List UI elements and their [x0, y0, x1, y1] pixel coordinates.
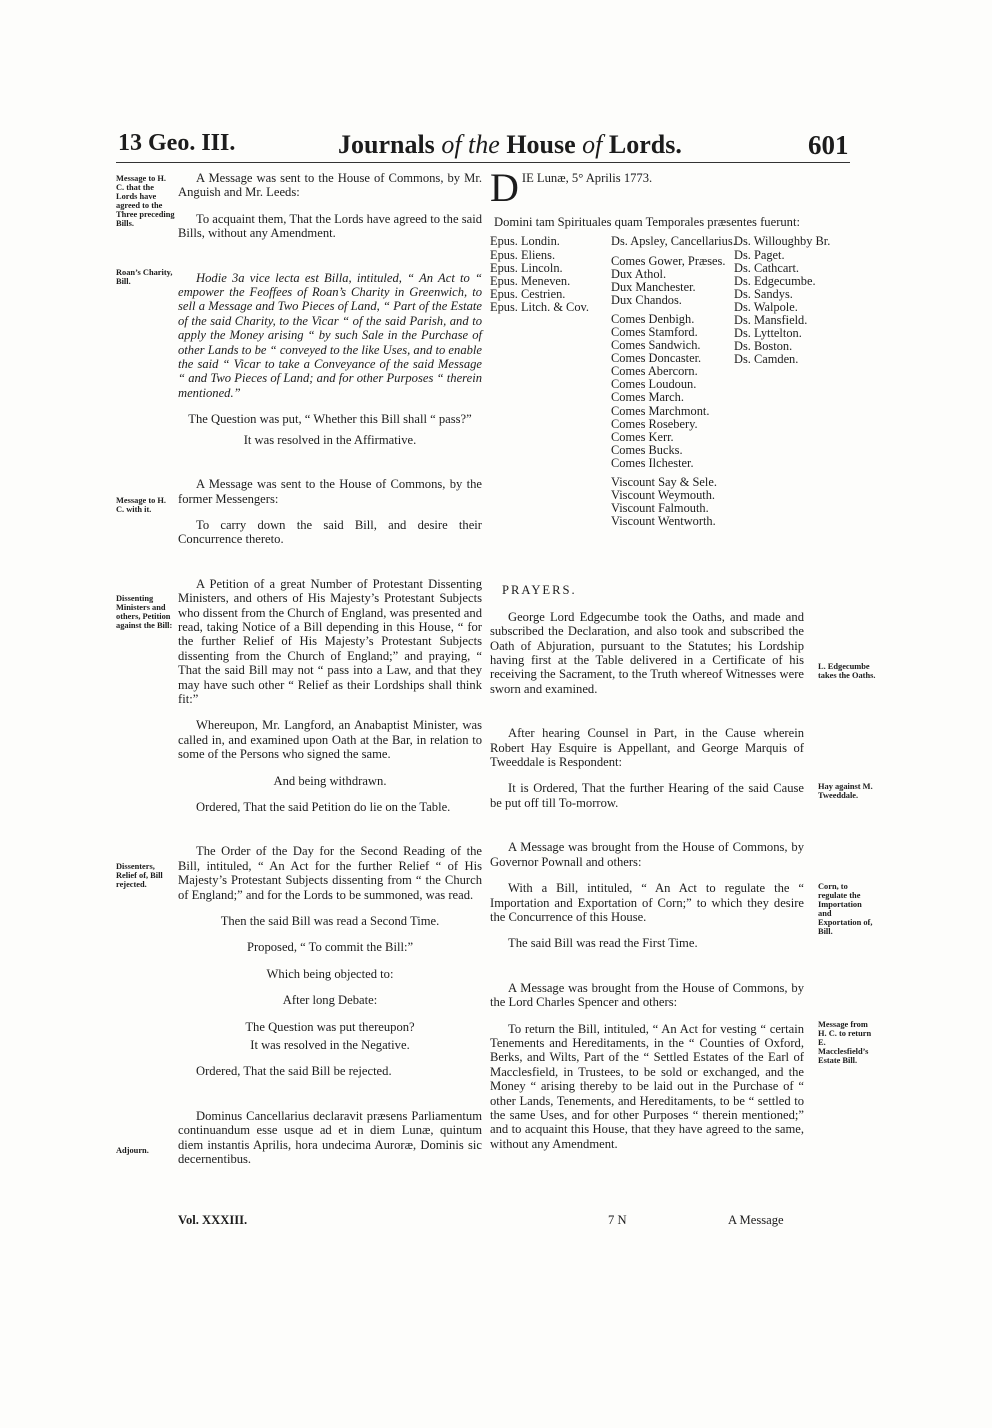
- peer-name: Viscount Falmouth.: [611, 501, 709, 516]
- paragraph-macclesfield: To return the Bill, intituled, “ An Act for vesting “ certain Tenements and Hereditaments, in the “ Counties of Oxford, Berks, and Wilts, Part of the “ Settled Estates of the Earl of Macclesfield, in Trustees, to be sold or exchanged, and the Money “ arising thereby to be laid out in the Purchase of “ other Lands, Tenements, and Hereditaments, to be “ settled to the same Uses, and for other Purposes “ therein mentioned;” and to acquaint this House, that they have agreed to the same, without any Amendment.: [490, 1021, 804, 1151]
- footer-signature: 7 N: [608, 1213, 627, 1227]
- peer-name: Comes Ilchester.: [611, 455, 694, 470]
- margin-note-adjourn: Adjourn.: [116, 1146, 149, 1155]
- peer-name: Ds. Willoughby Br.: [734, 234, 831, 249]
- peer-name: Ds. Mansfield.: [734, 312, 808, 327]
- paragraph-acquaint: To acquaint them, That the Lords have agreed to the said Bills, without any Amendment.: [178, 211, 482, 241]
- left-column: [178, 171, 482, 1179]
- peers-group-earls: [611, 313, 735, 470]
- peer-name: Epus. Litch. & Cov.: [490, 299, 590, 314]
- peers-column-bishops: [490, 235, 589, 314]
- page-number: 601: [808, 130, 849, 160]
- peer-name: Comes Rosebery.: [611, 416, 698, 431]
- paragraph-order-of-day: The Order of the Day for the Second Reading of the Bill, intituled, “ An Act for the further Relief “ of His Majesty’s Protestant Subjects dissenting from “ the Church of England;” and for the Lords to be summoned, was read.: [178, 844, 482, 902]
- right-column: [490, 171, 831, 1163]
- peers-column-barons: [734, 235, 830, 366]
- peer-name: Comes Bucks.: [611, 442, 683, 457]
- peer-name: Ds. Sandys.: [734, 286, 793, 301]
- paragraph-adjourn: Dominus Cancellarius declaravit præsens Parliamentum continuandum esse usque ad et in diem Lunæ, quintum diem instantis Aprilis, hora undecima Auroræ, Dominis sic decernentibus.: [178, 1108, 482, 1167]
- peers-group-president: [611, 255, 735, 268]
- paragraph-spencer-message: A Message was brought from the House of Commons, by the Lord Charles Spencer and others:: [490, 980, 804, 1010]
- peer-name: Dux Manchester.: [611, 279, 696, 294]
- paragraph-carry-down: To carry down the said Bill, and desire their Concurrence thereto.: [178, 517, 482, 547]
- margin-note-macclesfield: Message from H. C. to return E. Macclesfield’s Estate Bill.: [818, 1020, 872, 1065]
- peer-name: Comes Kerr.: [611, 429, 674, 444]
- margin-note-corn: Corn, to regulate the Importation and Exportation of, Bill.: [818, 882, 873, 936]
- margin-note-message-hc2: Message to H. C. with it.: [116, 496, 167, 514]
- paragraph-petition: A Petition of a great Number of Protestant Dissenting Ministers, and others of His Majesty’s Protestant Subjects who dissent from the Church of England, was presented and read, taking Notice of a Bill depending in this House, “ for the further Relief of His Majesty’s Protestant Subjects dissenting from the Church of England;” and praying, “ That the said Bill may not “ pass into a Law, and that they may have such other “ Relief as their Lordships shall think fit:”: [178, 576, 482, 706]
- paragraph-resolved-affirmative: It was resolved in the Affirmative.: [243, 432, 417, 447]
- peers-column-temporal: [611, 235, 735, 528]
- peer-name: Viscount Wentworth.: [611, 514, 716, 529]
- peer-name: Comes Gower, Præses.: [611, 253, 726, 268]
- footer-catchword: A Message: [728, 1213, 784, 1227]
- paragraph-corn-message: A Message was brought from the House of Commons, by Governor Pownall and others:: [490, 840, 804, 869]
- paragraph-question-pass: The Question was put, “ Whether this Bill shall “ pass?”: [188, 412, 472, 427]
- paragraph-proposed: Proposed, “ To commit the Bill:”: [246, 940, 414, 955]
- paragraph-hay-cause: After hearing Counsel in Part, in the Cause wherein Robert Hay Esquire is Appellant, and George Marquis of Tweeddale is Respondent:: [490, 726, 804, 770]
- margin-note-dissenting: Dissenting Ministers and others, Petition against the Bill:: [116, 594, 173, 630]
- header-regnal-year: 13 Geo. III.: [118, 130, 236, 156]
- paragraph-message-former: A Message was sent to the House of Commons, by the former Messengers:: [178, 477, 482, 506]
- paragraph-debate: After long Debate:: [282, 993, 378, 1008]
- header-title: Journals of the House of Lords.: [338, 130, 682, 159]
- peer-name: Ds. Cathcart.: [734, 260, 800, 275]
- peer-name: Viscount Say & Sele.: [611, 475, 717, 489]
- peer-name: Comes Marchmont.: [611, 403, 710, 418]
- margin-note-message-hc: Message to H. C. that the Lords have agreed to the Three preceding Bills.: [116, 174, 175, 228]
- peer-name: Ds. Apsley, Cancellarius.: [611, 234, 736, 249]
- date-text: IE Lunæ, 5° Aprilis 1773.: [521, 171, 653, 185]
- peer-name: Comes Sandwich.: [611, 338, 701, 353]
- prayers-heading: PRAYERS.: [502, 583, 577, 598]
- present-heading: Domini tam Spirituales quam Temporales præsentes fuerunt:: [494, 215, 800, 229]
- peer-name: Epus. Lincoln.: [490, 260, 563, 275]
- margin-note-edgecumbe: L. Edgecumbe takes the Oaths.: [818, 662, 876, 680]
- paragraph-edgecumbe: George Lord Edgecumbe took the Oaths, and made and subscribed the Declaration, and also took and subscribed the Oath of Abjuration, pursuant to the Statutes; his Lordship having first at the Table delivered in a Certificate of his receiving the Sacrament, to the Truth whereof Witnesses were sworn and examined.: [490, 609, 804, 696]
- paragraph-message-intro: A Message was sent to the House of Commons, by Mr. Anguish and Mr. Leeds:: [178, 171, 482, 200]
- peer-name: Ds. Edgecumbe.: [734, 273, 816, 288]
- paragraph-second-time: Then the said Bill was read a Second Time.: [220, 914, 440, 929]
- peer-name: Comes Denbigh.: [611, 311, 695, 326]
- peer-name: Dux Chandos.: [611, 292, 682, 307]
- paragraph-withdrawn: And being withdrawn.: [273, 773, 387, 788]
- header-rule: [116, 162, 850, 163]
- peers-list: [490, 234, 831, 565]
- peers-group-dukes: [611, 268, 735, 307]
- peer-name: Comes March.: [611, 390, 684, 405]
- peer-name: Comes Stamford.: [611, 324, 698, 339]
- paragraph-roans-bill: Hodie 3a vice lecta est Billa, intituled, “ An Act to “ empower the Feoffees of Roan’s Charity in Greenwich, to sell a Message and Two Pieces of Land, “ Part of the Estate of the said Charity, to the Vicar “ of the said Parish, and to apply the Money arising “ by such Sale in the Purchase of other Lands to be “ conveyed to the like Uses, and to enable the said “ Vicar to take a Conveyance of the said Message “ and Two Pieces of Land; and for other Purposes “ therein mentioned.”: [178, 270, 482, 400]
- footer-volume: Vol. XXXIII.: [178, 1213, 248, 1227]
- sitting-date: [490, 171, 804, 205]
- peer-name: Epus. Cestrien.: [490, 286, 566, 301]
- peer-name: Comes Loudoun.: [611, 377, 697, 392]
- peer-name: Ds. Camden.: [734, 352, 799, 367]
- paragraph-hay-ordered: It is Ordered, That the further Hearing of the said Cause be put off till To-morrow.: [490, 781, 804, 810]
- peers-group-chancellor: [611, 235, 735, 248]
- paragraph-ordered-rejected: Ordered, That the said Bill be rejected.: [196, 1064, 392, 1079]
- paragraph-question-thereupon: The Question was put thereupon?: [245, 1019, 415, 1034]
- paragraph-corn-bill: With a Bill, intituled, “ An Act to regulate the “ Importation and Exportation of Corn;” to which they desire the Concurrence of this House.: [490, 881, 804, 924]
- peer-name: Epus. Eliens.: [490, 247, 556, 262]
- peer-name: Ds. Boston.: [734, 339, 793, 354]
- peer-name: Ds. Paget.: [734, 247, 785, 262]
- peer-name: Comes Abercorn.: [611, 364, 698, 379]
- peer-name: Dux Athol.: [611, 266, 667, 281]
- paragraph-ordered-lie: Ordered, That the said Petition do lie on the Table.: [196, 800, 451, 814]
- margin-note-dissenters-rejected: Dissenters, Relief of, Bill rejected.: [116, 862, 163, 889]
- peer-name: Ds. Walpole.: [734, 299, 798, 314]
- peer-name: Ds. Lyttelton.: [734, 326, 802, 341]
- paragraph-objected: Which being objected to:: [266, 966, 394, 981]
- paragraph-langford: Whereupon, Mr. Langford, an Anabaptist Minister, was called in, and examined upon Oath at the Bar, in relation to some of the Persons who signed the same.: [178, 718, 482, 762]
- peer-name: Epus. Londin.: [490, 234, 560, 249]
- paragraph-first-time: The said Bill was read the First Time.: [508, 936, 698, 951]
- peers-group-viscounts: [611, 476, 735, 528]
- margin-note-roans: Roan’s Charity, Bill.: [116, 268, 173, 286]
- peer-name: Viscount Weymouth.: [611, 488, 716, 503]
- date-dropcap: D: [490, 171, 519, 205]
- margin-note-hay: Hay against M. Tweeddale.: [818, 782, 873, 800]
- paragraph-resolved-negative: It was resolved in the Negative.: [250, 1038, 410, 1053]
- peer-name: Comes Doncaster.: [611, 351, 702, 366]
- peer-name: Epus. Meneven.: [490, 273, 571, 288]
